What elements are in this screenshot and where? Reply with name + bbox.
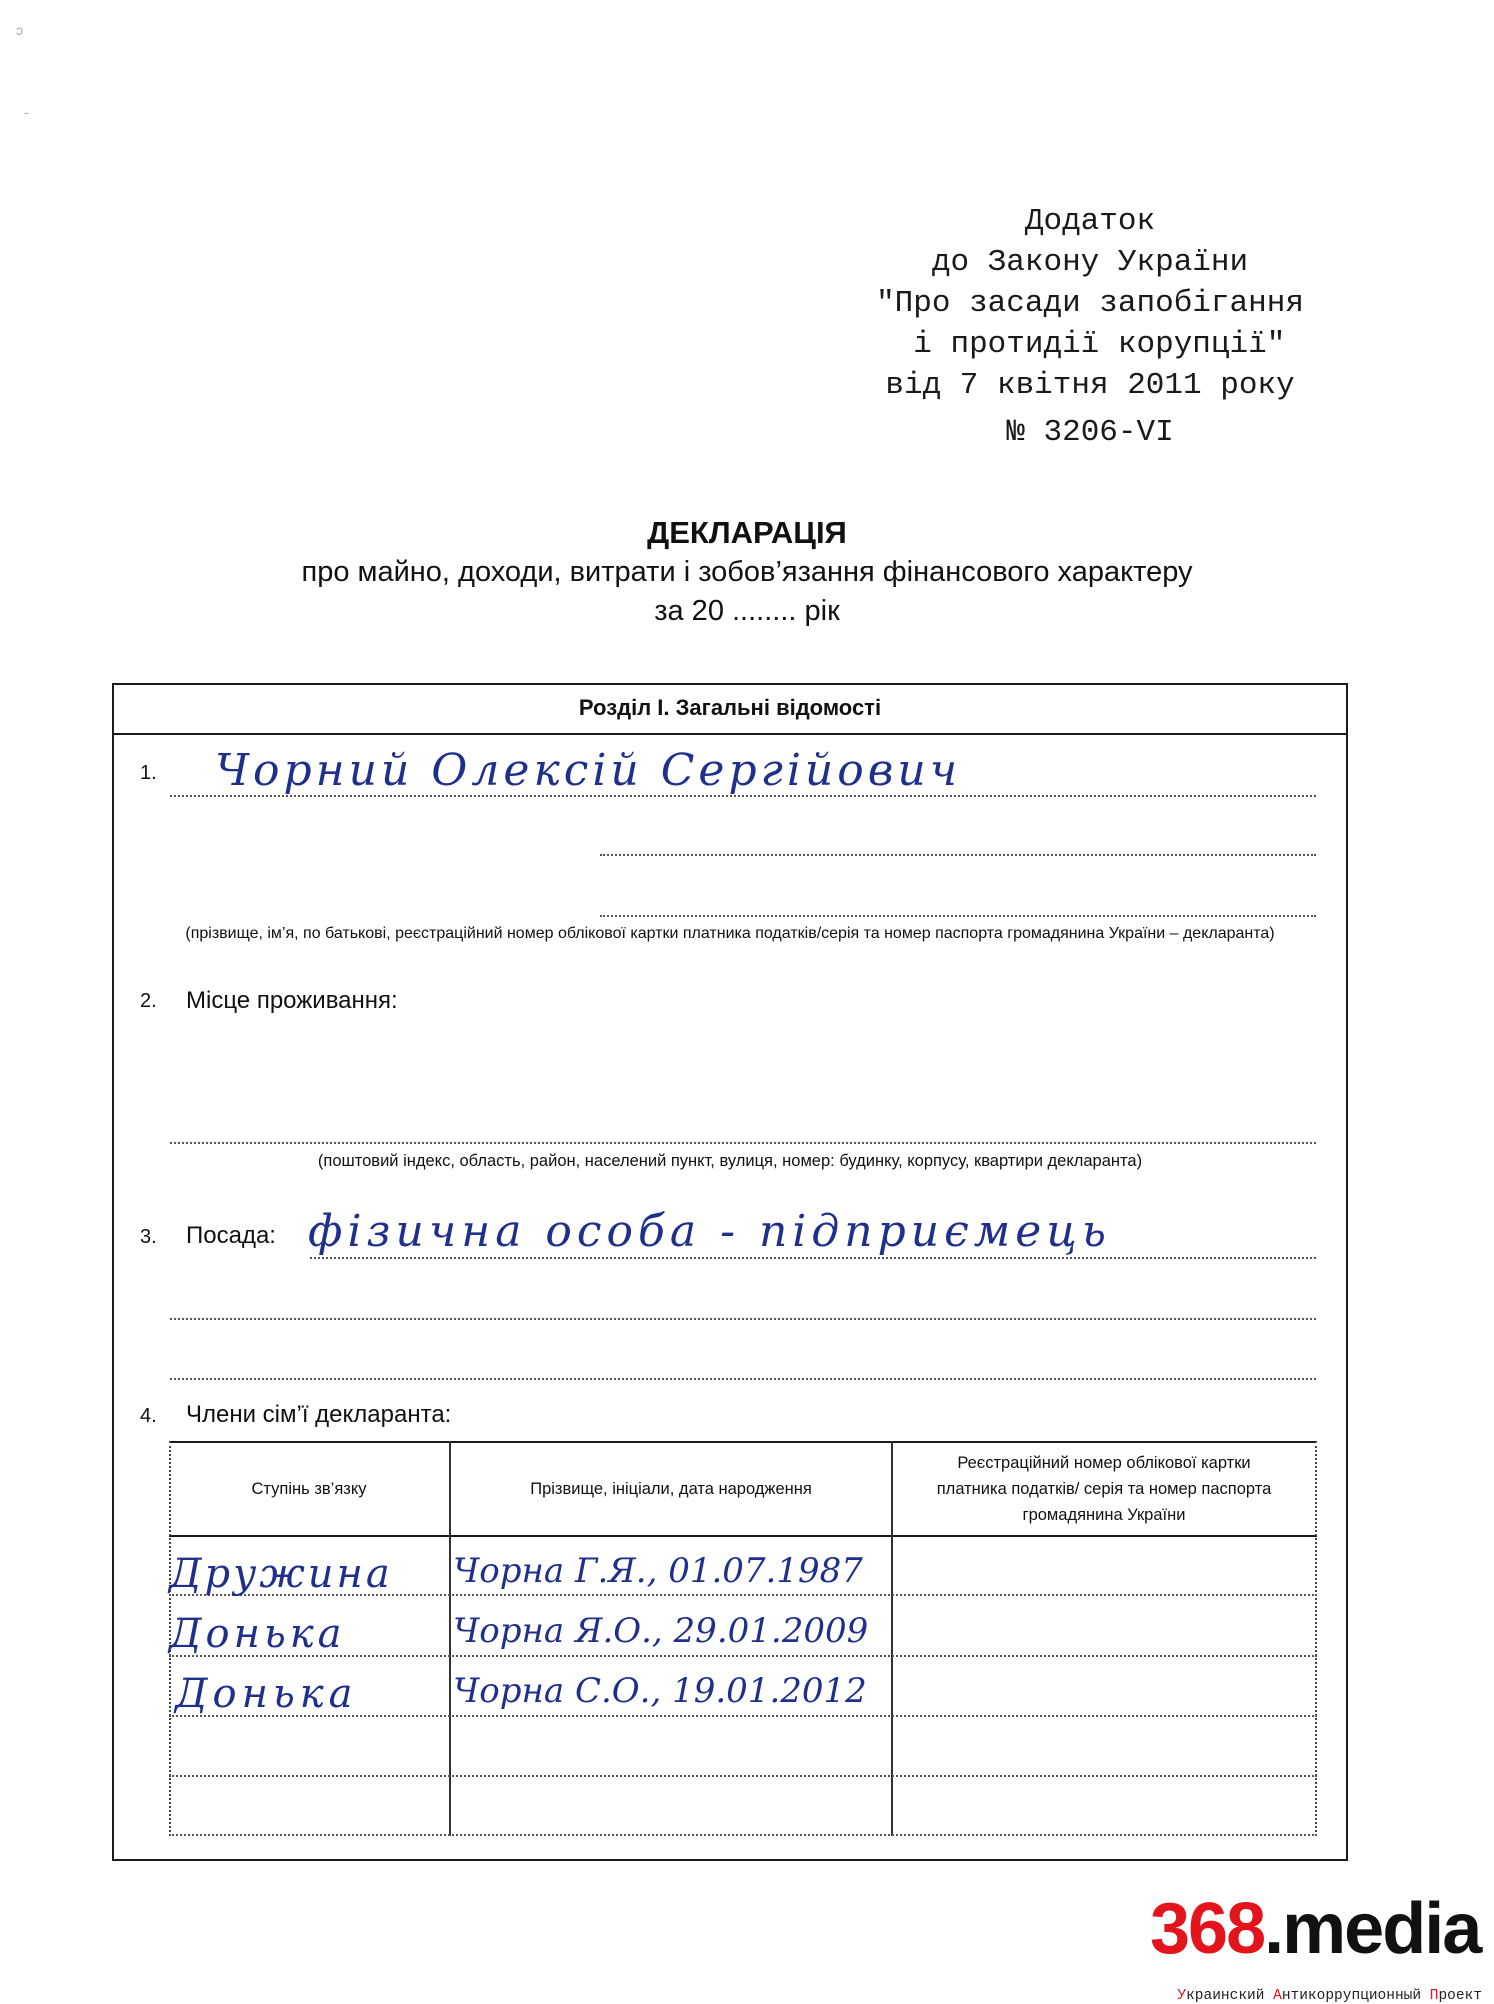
year-line: за 20 ........ рік [654,595,840,627]
watermark-number: 368 [1150,1889,1265,1969]
item-1-line-2 [600,854,1316,856]
item-1-number: 1. [140,762,157,784]
section-title: Розділ І. Загальні відомості [578,695,882,720]
annex-line: і протидії корупції" [894,327,1286,362]
table-row-2-relation: Донька [169,1611,346,1657]
item-1-line [170,795,1316,797]
item-3-label: Посада: [186,1222,276,1249]
document-subtitle: про майно, доходи, витрати і зобов’язання фінансового характеру [301,556,1193,588]
tagline-accent: У [1177,1988,1187,2004]
item-2-line [170,1142,1316,1144]
annex-line: № 3206-VI [1006,415,1174,450]
table-header-name-dob: Прізвище, ініціали, дата народження [530,1480,812,1498]
watermark-tagline [1160,1972,1482,2004]
tagline-accent: А [1273,1988,1282,2004]
tagline-accent: П [1429,1988,1439,2004]
scan-artifact: - [24,104,29,120]
annex-line: до Закону України [931,245,1249,280]
tagline-text: краинский [1186,1988,1274,2004]
item-3-line [310,1257,1316,1259]
watermark-logo [1150,1889,1481,1984]
section-header-divider [112,733,1348,735]
tagline-text: нтикоррупционный [1281,1988,1430,2004]
table-row-2-name-dob: Чорна Я.О., 29.01.2009 [453,1611,869,1651]
annex-line: "Про засади запобігання [876,286,1304,321]
declarant-name-value: Чорний Олексій Сергійович [215,745,962,796]
item-2-caption: (поштовий індекс, область, район, населений пункт, вулиця, номер: будинку, корпусу, квартири декларанта) [317,1152,1143,1170]
table-row-3-relation: Донька [175,1671,358,1717]
family-table [169,1441,1317,1836]
item-4-label: Члени сім’ї декларанта: [186,1401,452,1428]
table-row-1-name-dob: Чорна Г.Я., 01.07.1987 [453,1551,863,1591]
table-header-relation: Ступінь зв’язку [251,1480,367,1498]
table-header-reg-number: Реєстраційний номер облікової картки платника податків/ серія та номер паспорта громадянина України [936,1454,1272,1524]
item-4-number: 4. [140,1405,157,1427]
watermark-domain: .media [1264,1889,1481,1969]
item-1-line-3 [600,915,1316,917]
position-value: фізична особа - підприємець [308,1206,1111,1257]
tagline-text: роект [1438,1988,1482,2004]
item-3-number: 3. [140,1226,157,1248]
annex-line: Додаток [1024,204,1156,239]
table-row-1-relation: Дружина [169,1551,393,1597]
item-1-caption: (прізвище, ім’я, по батькові, реєстраційний номер облікової картки платника податків/серія та номер паспорта громадянина України – декларанта) [185,925,1275,942]
document-title: ДЕКЛАРАЦІЯ [647,515,847,550]
table-bottom-border [169,1834,1317,1836]
table-header-border [169,1535,1317,1537]
item-2-number: 2. [140,990,157,1012]
table-row-3-name-dob: Чорна С.О., 19.01.2012 [453,1671,867,1711]
item-2-label: Місце проживання: [186,987,398,1014]
scan-artifact: ͻ [16,22,23,38]
item-3-line-2 [170,1318,1316,1320]
annex-line: від 7 квітня 2011 року [885,368,1295,403]
item-3-line-3 [170,1378,1316,1380]
table-row-line [169,1775,1317,1777]
annex-block [830,201,1350,453]
